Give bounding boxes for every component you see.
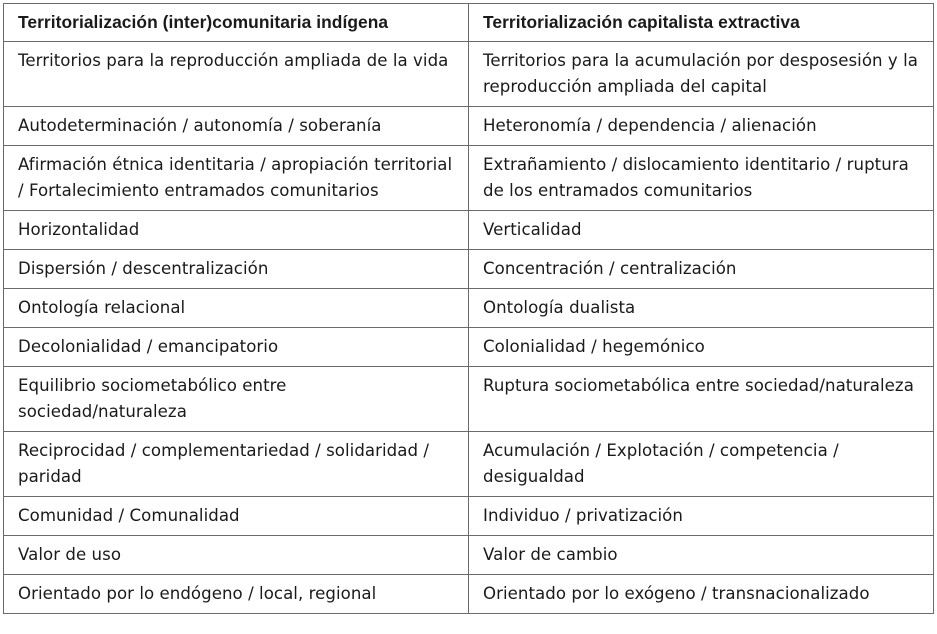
cell-indigenous: Reciprocidad / complementariedad / solidaridad / paridad: [4, 432, 469, 497]
cell-capitalist: Acumulación / Explotación / competencia / desigualdad: [469, 432, 934, 497]
cell-capitalist: Valor de cambio: [469, 536, 934, 575]
cell-capitalist: Individuo / privatización: [469, 497, 934, 536]
cell-indigenous: Dispersión / descentralización: [4, 250, 469, 289]
cell-indigenous: Comunidad / Comunalidad: [4, 497, 469, 536]
cell-indigenous: Afirmación étnica identitaria / apropiación territorial / Fortalecimiento entramados comunitarios: [4, 146, 469, 211]
cell-indigenous: Valor de uso: [4, 536, 469, 575]
cell-indigenous: Orientado por lo endógeno / local, regional: [4, 575, 469, 614]
cell-indigenous: Autodeterminación / autonomía / soberanía: [4, 107, 469, 146]
table-row: [4, 497, 934, 536]
header-capitalist: Territorialización capitalista extractiva: [469, 4, 934, 42]
table-row: [4, 367, 934, 432]
cell-capitalist: Orientado por lo exógeno / transnacionalizado: [469, 575, 934, 614]
cell-indigenous: Territorios para la reproducción ampliada de la vida: [4, 42, 469, 107]
table-row: [4, 575, 934, 614]
cell-capitalist: Extrañamiento / dislocamiento identitario / ruptura de los entramados comunitarios: [469, 146, 934, 211]
table-row: [4, 250, 934, 289]
cell-capitalist: Territorios para la acumulación por desposesión y la reproducción ampliada del capital: [469, 42, 934, 107]
cell-indigenous: Equilibrio sociometabólico entre sociedad/naturaleza: [4, 367, 469, 432]
cell-indigenous: Decolonialidad / emancipatorio: [4, 328, 469, 367]
cell-capitalist: Ruptura sociometabólica entre sociedad/naturaleza: [469, 367, 934, 432]
table-row: [4, 107, 934, 146]
table-row: [4, 42, 934, 107]
header-indigenous: Territorialización (inter)comunitaria indígena: [4, 4, 469, 42]
cell-capitalist: Verticalidad: [469, 211, 934, 250]
comparison-table: [3, 3, 934, 614]
cell-indigenous: Ontología relacional: [4, 289, 469, 328]
table-row: [4, 328, 934, 367]
cell-capitalist: Ontología dualista: [469, 289, 934, 328]
table-row: [4, 146, 934, 211]
cell-indigenous: Horizontalidad: [4, 211, 469, 250]
table-row: [4, 432, 934, 497]
table-row: [4, 211, 934, 250]
cell-capitalist: Concentración / centralización: [469, 250, 934, 289]
table-row: [4, 536, 934, 575]
table-row: [4, 289, 934, 328]
cell-capitalist: Heteronomía / dependencia / alienación: [469, 107, 934, 146]
table-header-row: [4, 4, 934, 42]
cell-capitalist: Colonialidad / hegemónico: [469, 328, 934, 367]
